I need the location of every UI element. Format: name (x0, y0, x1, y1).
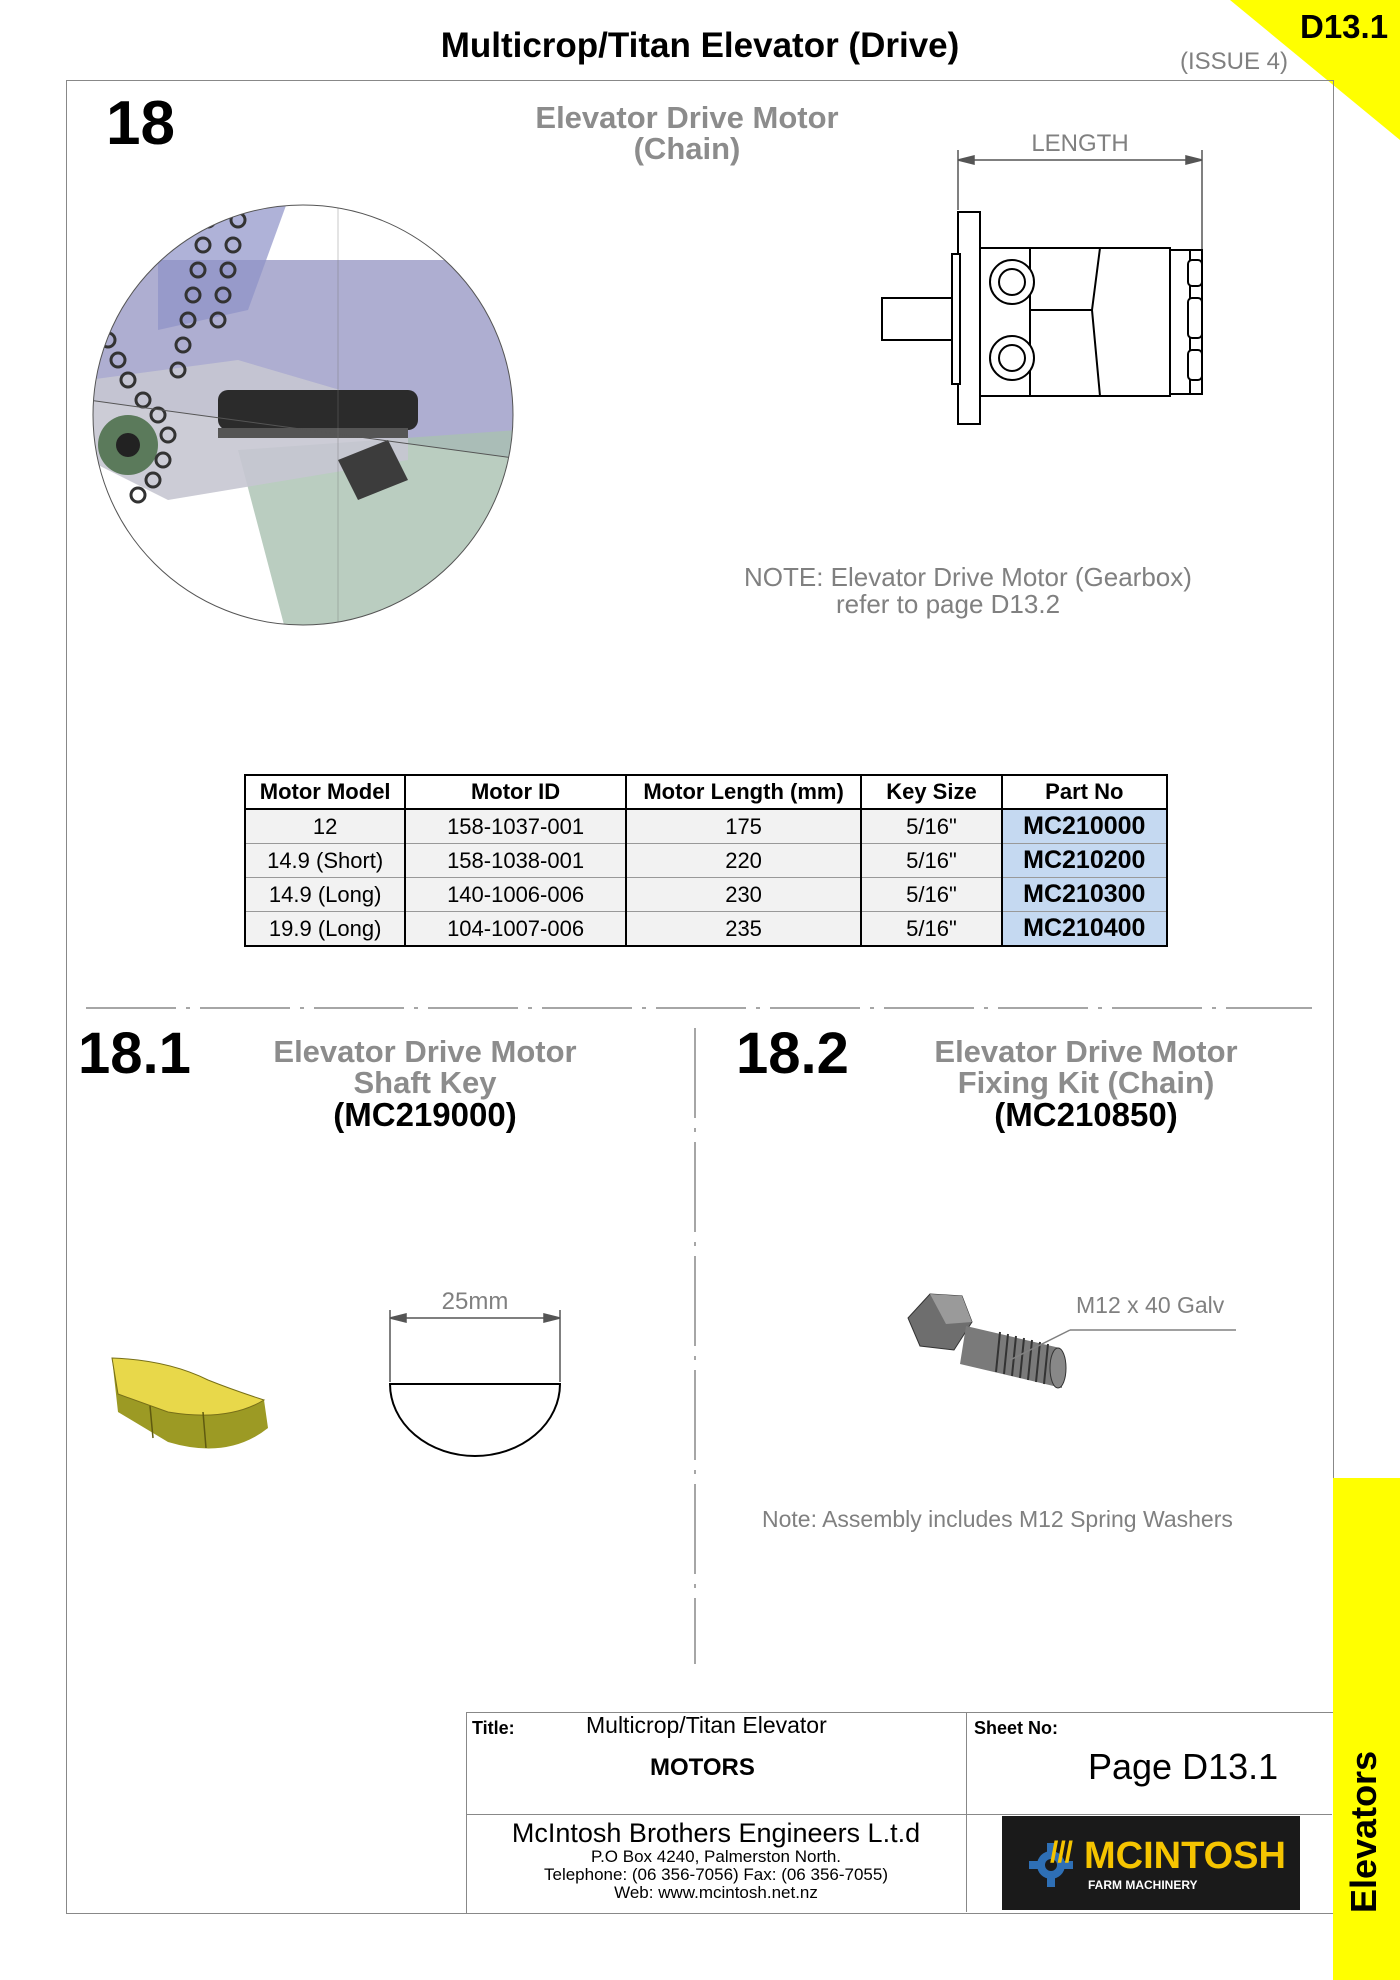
page-code: D13.1 (1300, 8, 1389, 45)
gearbox-note (744, 564, 1244, 618)
cell-part-no: MC210400 (1002, 912, 1167, 947)
cell-motor-model: 12 (245, 809, 405, 844)
key-dimension-label: 25mm (441, 1288, 509, 1315)
col-motor-length: Motor Length (mm) (626, 775, 862, 809)
cell-motor-length: 175 (626, 809, 862, 844)
section-18-1-title-line2: Shaft Key (353, 1065, 497, 1100)
section-18-title-line1: Elevator Drive Motor (535, 100, 839, 135)
sheet-value: Page D13.1 (1088, 1746, 1279, 1787)
page-title: Multicrop/Titan Elevator (Drive) (440, 26, 960, 65)
cell-part-no: MC210000 (1002, 809, 1167, 844)
title-subtitle: MOTORS (650, 1754, 755, 1781)
table-header-row (245, 775, 1167, 809)
issue-label: (ISSUE 4) (1180, 48, 1289, 75)
cell-part-no: MC210300 (1002, 878, 1167, 912)
section-number-18-2: 18.2 (736, 1021, 849, 1086)
cell-part-no: MC210200 (1002, 844, 1167, 878)
logo-stripes: /// (1050, 1836, 1073, 1869)
cell-motor-id: 140-1006-006 (405, 878, 625, 912)
company-logo (1002, 1816, 1300, 1910)
cell-motor-length: 235 (626, 912, 862, 947)
cell-motor-model: 14.9 (Long) (245, 878, 405, 912)
company-address: P.O Box 4240, Palmerston North. (590, 1847, 842, 1866)
cell-key-size: 5/16" (861, 878, 1001, 912)
section-18-1-code: (MC219000) (333, 1096, 517, 1133)
section-divider-vertical (693, 1028, 697, 1664)
cell-key-size: 5/16" (861, 844, 1001, 878)
cell-motor-id: 158-1037-001 (405, 809, 625, 844)
side-tab-label-wrap (1333, 1478, 1400, 1923)
col-motor-id: Motor ID (405, 775, 625, 809)
section-18-2-title-line2: Fixing Kit (Chain) (957, 1065, 1215, 1100)
section-18-2-title-line1: Elevator Drive Motor (934, 1034, 1238, 1069)
cell-key-size: 5/16" (861, 809, 1001, 844)
sheet-label: Sheet No: (974, 1718, 1059, 1738)
company-name: McIntosh Brothers Engineers L.t.d (511, 1818, 921, 1848)
section-divider-horizontal (86, 1006, 1312, 1010)
cell-motor-length: 230 (626, 878, 862, 912)
elevator-drive-render (88, 200, 528, 640)
section-18-title (487, 102, 887, 164)
length-dimension-label: LENGTH (1031, 130, 1129, 157)
title-block-divider-h (466, 1814, 1332, 1815)
section-18-1-title (225, 1036, 625, 1131)
logo-text: MCINTOSH (1084, 1835, 1286, 1877)
table-row (245, 844, 1167, 878)
shaft-key-drawing (380, 1310, 570, 1460)
table-row (245, 809, 1167, 844)
cell-motor-id: 158-1038-001 (405, 844, 625, 878)
assembly-note: Note: Assembly includes M12 Spring Washers (762, 1506, 1233, 1532)
title-value: Multicrop/Titan Elevator (586, 1712, 827, 1738)
motor-table (244, 774, 1168, 947)
table-row (245, 878, 1167, 912)
gearbox-note-line2: refer to page D13.2 (836, 589, 1061, 619)
company-info (466, 1818, 966, 1902)
cell-motor-model: 19.9 (Long) (245, 912, 405, 947)
col-part-no: Part No (1002, 775, 1167, 809)
cell-motor-length: 220 (626, 844, 862, 878)
cell-motor-id: 104-1007-006 (405, 912, 625, 947)
col-key-size: Key Size (861, 775, 1001, 809)
section-18-1-title-line1: Elevator Drive Motor (273, 1034, 577, 1069)
table-row (245, 912, 1167, 947)
side-tab-label: Elevators (1342, 1750, 1384, 1913)
company-phone: Telephone: (06 356-7056) Fax: (06 356-7055) (543, 1865, 888, 1884)
section-18-title-line2: (Chain) (633, 131, 741, 166)
bolt-callout: M12 x 40 Galv (1076, 1292, 1225, 1318)
section-18-2-title (886, 1036, 1286, 1131)
title-label: Title: (472, 1718, 515, 1738)
section-number-18: 18 (106, 89, 175, 158)
section-number-18-1: 18.1 (78, 1021, 191, 1086)
cell-key-size: 5/16" (861, 912, 1001, 947)
shaft-key-render (108, 1350, 273, 1470)
motor-drawing (870, 150, 1210, 440)
company-web: Web: www.mcintosh.net.nz (614, 1883, 818, 1902)
logo-subtext: FARM MACHINERY (1088, 1878, 1198, 1892)
cell-motor-model: 14.9 (Short) (245, 844, 405, 878)
gearbox-note-line1: NOTE: Elevator Drive Motor (Gearbox) (744, 562, 1192, 592)
col-motor-model: Motor Model (245, 775, 405, 809)
section-18-2-code: (MC210850) (994, 1096, 1178, 1133)
title-block-divider-v (966, 1712, 967, 1912)
